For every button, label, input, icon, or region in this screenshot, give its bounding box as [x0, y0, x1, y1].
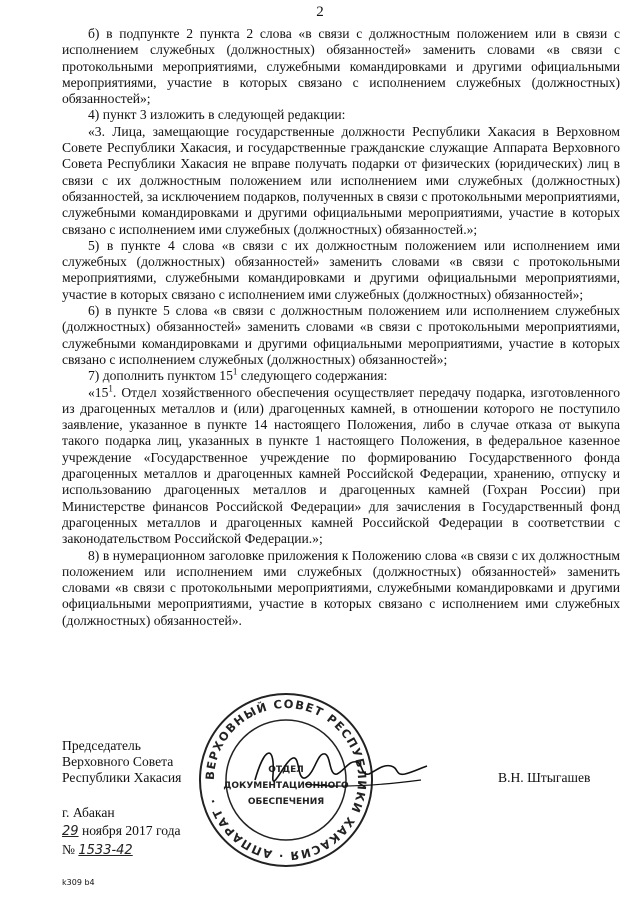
paragraph-b: б) в подпункте 2 пункта 2 слова «в связи с должностным положением или в связи с исполнением служебных (должностных) обязанностей» заменить словами «в связи с протокольными мероприятиями, служебными командировками и другими официальными мероприятиями, участие в которых связано с исполнением служебных (должностных) обязанностей»; — [62, 26, 620, 107]
stamp-line-1: ОТДЕЛ — [268, 765, 304, 775]
p7-after: следующего содержания: — [237, 368, 388, 384]
handwritten-signature — [245, 740, 435, 800]
date — [62, 822, 181, 841]
stamp-ring-text: ВЕРХОВНЫЙ СОВЕТ РЕСПУБЛИКИ ХАКАСИЯ · АППАРАТ · — [202, 696, 370, 864]
document-number — [62, 841, 181, 860]
paragraph-15-1 — [62, 385, 620, 548]
p7-before: 7) дополнить пунктом 15 — [88, 368, 233, 384]
signer-name: В.Н. Штыгашев — [498, 770, 591, 785]
document-body — [62, 26, 620, 629]
date-day: 29 — [62, 824, 79, 839]
paragraph-6: 6) в пункте 5 слова «в связи с должностным положением или исполнением служебных (должностных) обязанностей» заменить словами «в связи с протокольными мероприятиями, служебными командировками и другими официальными мероприятиями, участие в которых связано с исполнением служебных (должностных) обязанностей»; — [62, 303, 620, 367]
p8-sup: 1 — [108, 383, 113, 393]
sig-line-2: Верховного Совета — [62, 754, 174, 769]
stamp-line-2: ДОКУМЕНТАЦИОННОГО — [223, 781, 349, 791]
sig-line-1: Председатель — [62, 738, 141, 753]
paragraph-3-text: «3. Лица, замещающие государственные должности Республики Хакасия в Верховном Совете Республики Хакасия, и государственные гражданские служащие Аппарата Верховного Совета Республики Хакасия не вправе получать подарки от физических (юридических) лиц в связи с их должностным положением или исполнением ими служебных (должностных) обязанностей, за исключением подарков, полученных в связи с протокольными мероприятиями, служебными командировками и другими официальными мероприятиями, участие в которых связано с исполнением ими служебных (должностных) обязанностей.»; — [62, 123, 620, 237]
number-prefix: № — [62, 842, 79, 857]
place: г. Абакан — [62, 805, 115, 820]
place-date-number — [62, 804, 181, 860]
paragraph-5: 5) в пункте 4 слова «в связи с их должностным положением или исполнением ими служебных (должностных) обязанностей» заменить словами «в связи с протокольными мероприятиями, служебными командировками и другими официальными мероприятиями, участие в которых связано с исполнением ими служебных (должностных) обязанностей»; — [62, 237, 620, 302]
p7-sup: 1 — [232, 366, 238, 377]
paragraph-4: 4) пункт 3 изложить в следующей редакции: — [88, 107, 346, 123]
paragraph-8: 8) в нумерационном заголовке приложения к Положению слова «в связи с их должностным положением или исполнением ими служебных (должностных) обязанностей» заменить словами «в связи с протокольными мероприятиями, служебными командировками и другими официальными мероприятиями, участие в которых связано с исполнением ими служебных (должностных) обязанностей». — [62, 547, 620, 628]
page-number: 2 — [316, 4, 324, 20]
document-code: k309 b4 — [62, 878, 95, 887]
p8-after: . Отдел хозяйственного обеспечения осуществляет передачу подарка, изготовленного из драгоценных металлов и (или) драгоценных камней, в отношении которого не поступило заявление, указанное в пункте 14 настоящего Положения, либо в случае отказа от выкупа такого подарка лиц, указанных в пункте 1 настоящего Положения, в федеральное казенное учреждение «Государственное учреждение по формированию Государственного фонда драгоценных металлов и драгоценных камней Российской Федерации, хранению, отпуску и использованию драгоценных металлов и драгоценных камней (Гохран России) при Министерстве финансов Российской Федерации» для зачисления в Государственный фонд драгоценных металлов и драгоценных камней Российской Федерации в соответствии с законодательством Российской Федерации.»; — [62, 384, 620, 547]
paragraph-7 — [62, 368, 620, 384]
date-rest: ноября 2017 года — [78, 823, 181, 838]
signature-block — [62, 738, 181, 786]
number-value: 1533-42 — [78, 843, 133, 858]
p8-before: «15 — [88, 384, 109, 400]
sig-line-3: Республики Хакасия — [62, 770, 182, 785]
stamp-line-3: ОБЕСПЕЧЕНИЯ — [247, 797, 325, 807]
